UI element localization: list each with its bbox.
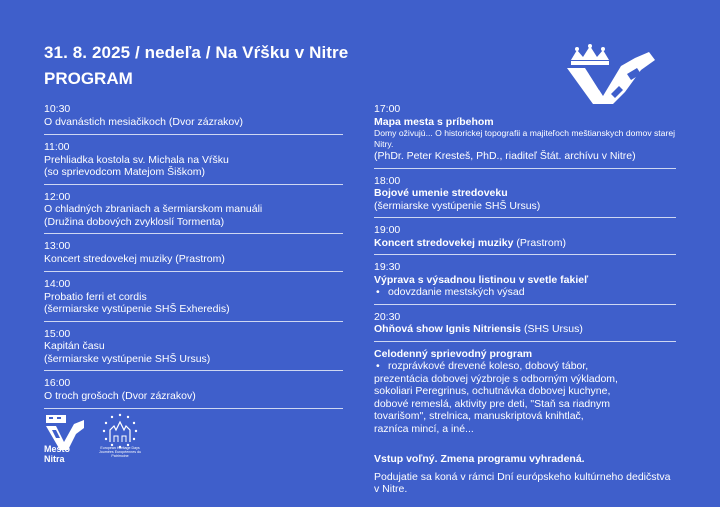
item-time: 15:00 <box>44 327 71 340</box>
program-item-1030 <box>44 102 343 135</box>
item-time: 10:30 <box>44 103 71 115</box>
item-detail: (Dvor zázrakov) <box>165 115 243 128</box>
program-item-1900 <box>374 223 676 255</box>
item-title: Prehliadka kostola sv. Michala na Vŕšku <box>44 153 229 166</box>
item-title: Bojové umenie stredoveku <box>374 187 508 199</box>
bullet-icon: • <box>376 286 380 298</box>
item-detail: (so sprievodcom Matejom Šiškom) <box>44 166 206 178</box>
allday-line: prezentácia dobovej výzbroje s odborným výkladom, <box>374 372 618 385</box>
allday-line: razníca mincí, a iné... <box>374 422 474 435</box>
program-item-1700 <box>374 102 676 169</box>
program-title: PROGRAM <box>44 69 133 88</box>
item-time: 18:00 <box>374 174 401 187</box>
program-item-allday <box>374 347 676 436</box>
item-title: Mapa mesta s príbehom <box>374 115 494 128</box>
item-time: 14:00 <box>44 278 71 290</box>
item-title: Kapitán času <box>44 340 105 352</box>
program-item-1400 <box>44 277 343 322</box>
item-title: Výprava s výsadnou listinou v svetle fakieľ <box>374 273 589 286</box>
program-item-1800 <box>374 174 676 219</box>
item-time: 13:00 <box>44 240 71 252</box>
mesto-line2: Nitra <box>44 454 65 464</box>
program-item-1200 <box>44 190 343 235</box>
item-time: 20:30 <box>374 310 401 323</box>
program-item-1600 <box>44 376 343 409</box>
allday-title: Celodenný sprievodný program <box>374 347 533 360</box>
item-detail: (Družina dobových zvykloslí Tormenta) <box>44 215 225 228</box>
item-time: 19:00 <box>374 224 401 236</box>
bullet-icon: • <box>376 360 380 372</box>
item-detail: (Dvor zázrakov) <box>118 389 196 402</box>
entry-note: Vstup voľný. Zmena programu vyhradená. <box>374 453 585 465</box>
program-item-1930 <box>374 260 676 305</box>
program-left-column <box>44 102 343 414</box>
item-time: 19:30 <box>374 261 401 273</box>
ehd-label: European Heritage Days Journées Européennes du Patrimoine <box>98 446 142 459</box>
item-title: O dvanástich mesiačikoch <box>44 115 166 128</box>
item-detail: (PhDr. Peter Kresteš, PhD., riaditeľ Štát. archívu v Nitre) <box>374 150 636 162</box>
program-item-1100 <box>44 140 343 185</box>
item-detail: (SHS Ursus) <box>521 323 583 335</box>
program-item-2030 <box>374 310 676 342</box>
item-subtext: Domy oživujú... O historickej topografii a majiteľoch meštianskych domov starej Nitry. <box>374 128 676 149</box>
item-detail: (Prastrom) <box>513 236 566 249</box>
date-line: 31. 8. 2025 / nedeľa / Na Vŕšku v Nitre <box>44 43 349 62</box>
program-item-1300 <box>44 239 343 272</box>
item-detail: (šermiarske vystúpenie SHŠ Ursus) <box>44 352 211 365</box>
item-time: 17:00 <box>374 103 401 115</box>
allday-line: sokoliari Peregrinus, ochutnávka dobovej kuchyne, <box>374 385 611 397</box>
item-detail: (šermiarske vystúpenie SHŠ Ursus) <box>374 199 541 212</box>
item-title: Koncert stredovekej muziky <box>44 252 173 265</box>
item-bullet: odovzdanie mestských výsad <box>388 286 525 298</box>
item-detail: (šermiarske vystúpenie SHŠ Exheredis) <box>44 303 230 315</box>
item-title: Probatio ferri et cordis <box>44 290 147 303</box>
item-time: 11:00 <box>44 141 70 153</box>
item-time: 12:00 <box>44 190 71 203</box>
allday-line: rozprávkové drevené koleso, dobový tábor, <box>388 360 589 372</box>
item-detail: (Prastrom) <box>172 252 225 265</box>
mesto-nitra-label <box>44 444 88 464</box>
item-time: 16:00 <box>44 377 71 389</box>
item-title: O troch grošoch <box>44 389 119 402</box>
program-item-1500 <box>44 327 343 372</box>
event-note: Podujatie sa koná v rámci Dní európskeho kultúrneho dedičstva v Nitre. <box>374 470 671 495</box>
item-title: Koncert stredovekej muziky <box>374 236 514 249</box>
crown-v-crest-icon <box>563 44 659 106</box>
item-title: Ohňová show Ignis Nitriensis <box>374 323 522 335</box>
allday-line: tovarišom", strelnica, manuskriptová knihtlač, <box>374 410 584 422</box>
item-title: O chladných zbraniach a šermiarskom manuáli <box>44 203 263 215</box>
program-right-column <box>374 102 676 496</box>
allday-line: dobové remeslá, aktivity pre deti, "Staň sa riadnym <box>374 397 611 410</box>
mesto-line1: Mesto <box>44 444 71 454</box>
